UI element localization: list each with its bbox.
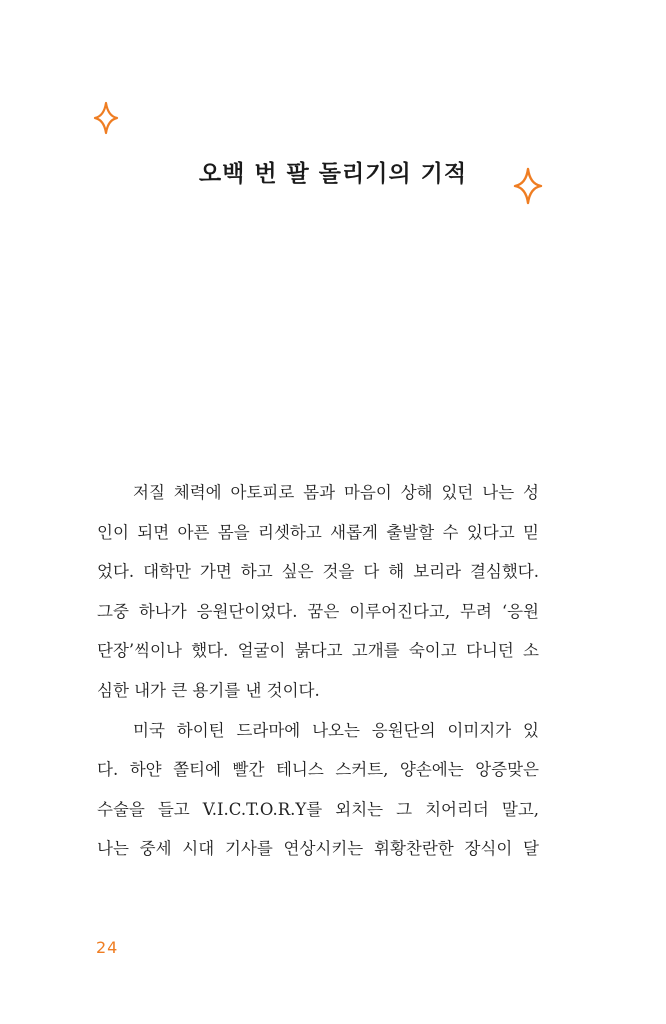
chapter-title: 오백 번 팔 돌리기의 기적 xyxy=(198,161,468,188)
page-number: 24 xyxy=(96,938,119,957)
text-line: 나는 중세 시대 기사를 연상시키는 휘황찬란한 장식이 달 xyxy=(97,839,539,859)
text-line: 미국 하이틴 드라마에 나오는 응원단의 이미지가 있 xyxy=(133,720,539,740)
text-line: 심한 내가 큰 용기를 낸 것이다. xyxy=(97,680,320,700)
text-line: 다. 하얀 쫄티에 빨간 테니스 스커트, 양손에는 앙증맞은 xyxy=(97,760,539,780)
body-text xyxy=(97,473,539,869)
sparkle-icon xyxy=(93,101,119,135)
text-line: 었다. 대학만 가면 하고 싶은 것을 다 해 보리라 결심했다. xyxy=(97,562,539,582)
text-line: 저질 체력에 아토피로 몸과 마음이 상해 있던 나는 성 xyxy=(133,483,539,502)
text-line: 인이 되면 아픈 몸을 리셋하고 새롭게 출발할 수 있다고 믿 xyxy=(97,522,539,542)
text-line: 단장’씩이나 했다. 얼굴이 붉다고 고개를 숙이고 다니던 소 xyxy=(97,641,539,661)
text-line: 그중 하나가 응원단이었다. 꿈은 이루어진다고, 무려 ‘응원 xyxy=(97,601,539,621)
sparkle-icon xyxy=(513,167,543,205)
text-line: 수술을 들고 V.I.C.T.O.R.Y를 외치는 그 치어리더 말고, xyxy=(97,799,539,819)
